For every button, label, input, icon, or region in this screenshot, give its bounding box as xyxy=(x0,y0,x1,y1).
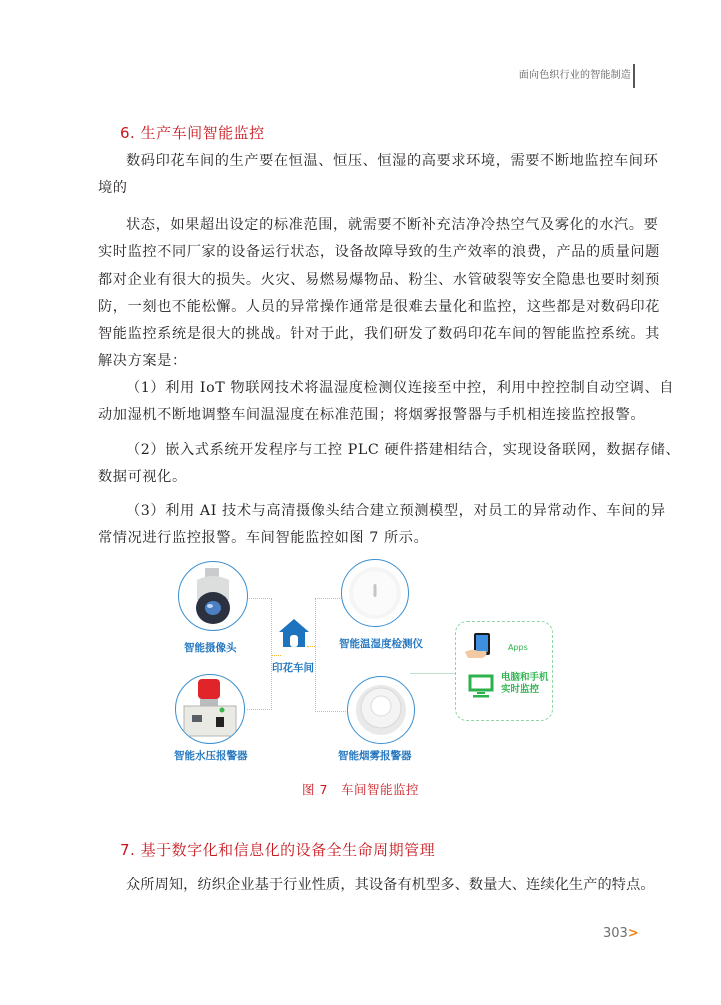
computer-monitor-icon xyxy=(468,674,494,698)
camera-image xyxy=(178,561,248,631)
page-number xyxy=(603,926,639,941)
section-6-intro xyxy=(98,148,659,203)
connector-right xyxy=(315,598,346,712)
camera-icon xyxy=(179,562,247,630)
running-header: 面向色织行业的智能制造 xyxy=(518,70,631,81)
page-arrow-icon: > xyxy=(627,926,639,941)
connector-monitor xyxy=(410,673,460,674)
solution-2 xyxy=(98,437,681,492)
humidity-sensor-image xyxy=(341,559,409,627)
smoke-detector-image xyxy=(347,676,415,744)
water-alarm-image xyxy=(175,674,245,744)
house-icon xyxy=(278,618,310,648)
connector-left xyxy=(247,598,272,710)
connector-left-hub xyxy=(271,655,281,656)
text-line: 解决方案是： xyxy=(98,353,187,370)
smoke-detector-icon xyxy=(348,677,414,743)
text-line: 都对企业有很大的损失。火灾、易燃易爆物品、粉尘、水管破裂等安全隐患也要时刻预 xyxy=(98,271,660,288)
realtime-monitor-label xyxy=(501,672,549,696)
figure-caption: 图 7 车间智能监控 xyxy=(302,782,419,797)
text-line: （1）利用 IoT 物联网技术将温湿度检测仪连接至中控，利用中控控制自动空调、自 xyxy=(126,380,675,396)
text-line: （2）嵌入式系统开发程序与工控 PLC 硬件搭建相结合，实现设备联网，数据存储、 xyxy=(126,442,681,458)
node-label: 智能烟雾报警器 xyxy=(338,750,412,762)
solution-3 xyxy=(98,498,666,553)
text-line: 数码印花车间的生产要在恒温、恒压、恒湿的高要求环境，需要不断地监控车间环 xyxy=(126,153,659,169)
realtime-line-2: 实时监控 xyxy=(501,684,540,695)
section-7-body xyxy=(98,872,655,899)
page-number-value: 303 xyxy=(603,926,628,941)
text-line: 众所周知，纺织企业基于行业性质，其设备有机型多、数量大、连续化生产的特点。 xyxy=(126,877,655,893)
text-line: （3）利用 AI 技术与高清摄像头结合建立预测模型，对员工的异常动作、车间的异 xyxy=(126,503,666,519)
header-divider xyxy=(633,64,635,88)
realtime-line-1: 电脑和手机 xyxy=(501,672,549,683)
text-line: 动加湿机不断地调整车间温湿度在标准范围；将烟雾报警器与手机相连接监控报警。 xyxy=(98,407,646,424)
figure-7-diagram xyxy=(165,558,585,776)
section-6-title: 6. 生产车间智能监控 xyxy=(120,124,265,142)
section-7-title: 7. 基于数字化和信息化的设备全生命周期管理 xyxy=(120,841,436,859)
solution-1 xyxy=(98,375,675,430)
monitor-box xyxy=(455,621,553,721)
phone-in-hand-icon xyxy=(464,632,496,660)
hub-label: 印花车间 xyxy=(272,662,314,674)
node-label: 智能温湿度检测仪 xyxy=(339,638,423,650)
node-label: 智能水压报警器 xyxy=(174,750,248,762)
alarm-icon xyxy=(176,675,244,743)
node-label: 智能摄像头 xyxy=(184,642,237,654)
section-6-body xyxy=(98,212,660,376)
text-line: 境的 xyxy=(98,180,128,197)
text-line: 智能监控系统是很大的挑战。针对于此，我们研发了数码印花车间的智能监控系统。其 xyxy=(98,326,660,343)
text-line: 状态，如果超出设定的标准范围，就需要不断补充洁净冷热空气及雾化的水汽。要 xyxy=(126,217,659,233)
text-line: 常情况进行监控报警。车间智能监控如图 7 所示。 xyxy=(98,530,429,547)
text-line: 数据可视化。 xyxy=(98,469,187,486)
apps-label: Apps xyxy=(508,643,528,652)
text-line: 实时监控不同厂家的设备运行状态，设备故障导致的生产效率的浪费，产品的质量问题 xyxy=(98,244,660,261)
humidity-sensor-icon xyxy=(342,560,408,626)
text-line: 防，一刻也不能松懈。人员的异常操作通常是很难去量化和监控，这些都是对数码印花 xyxy=(98,298,660,315)
